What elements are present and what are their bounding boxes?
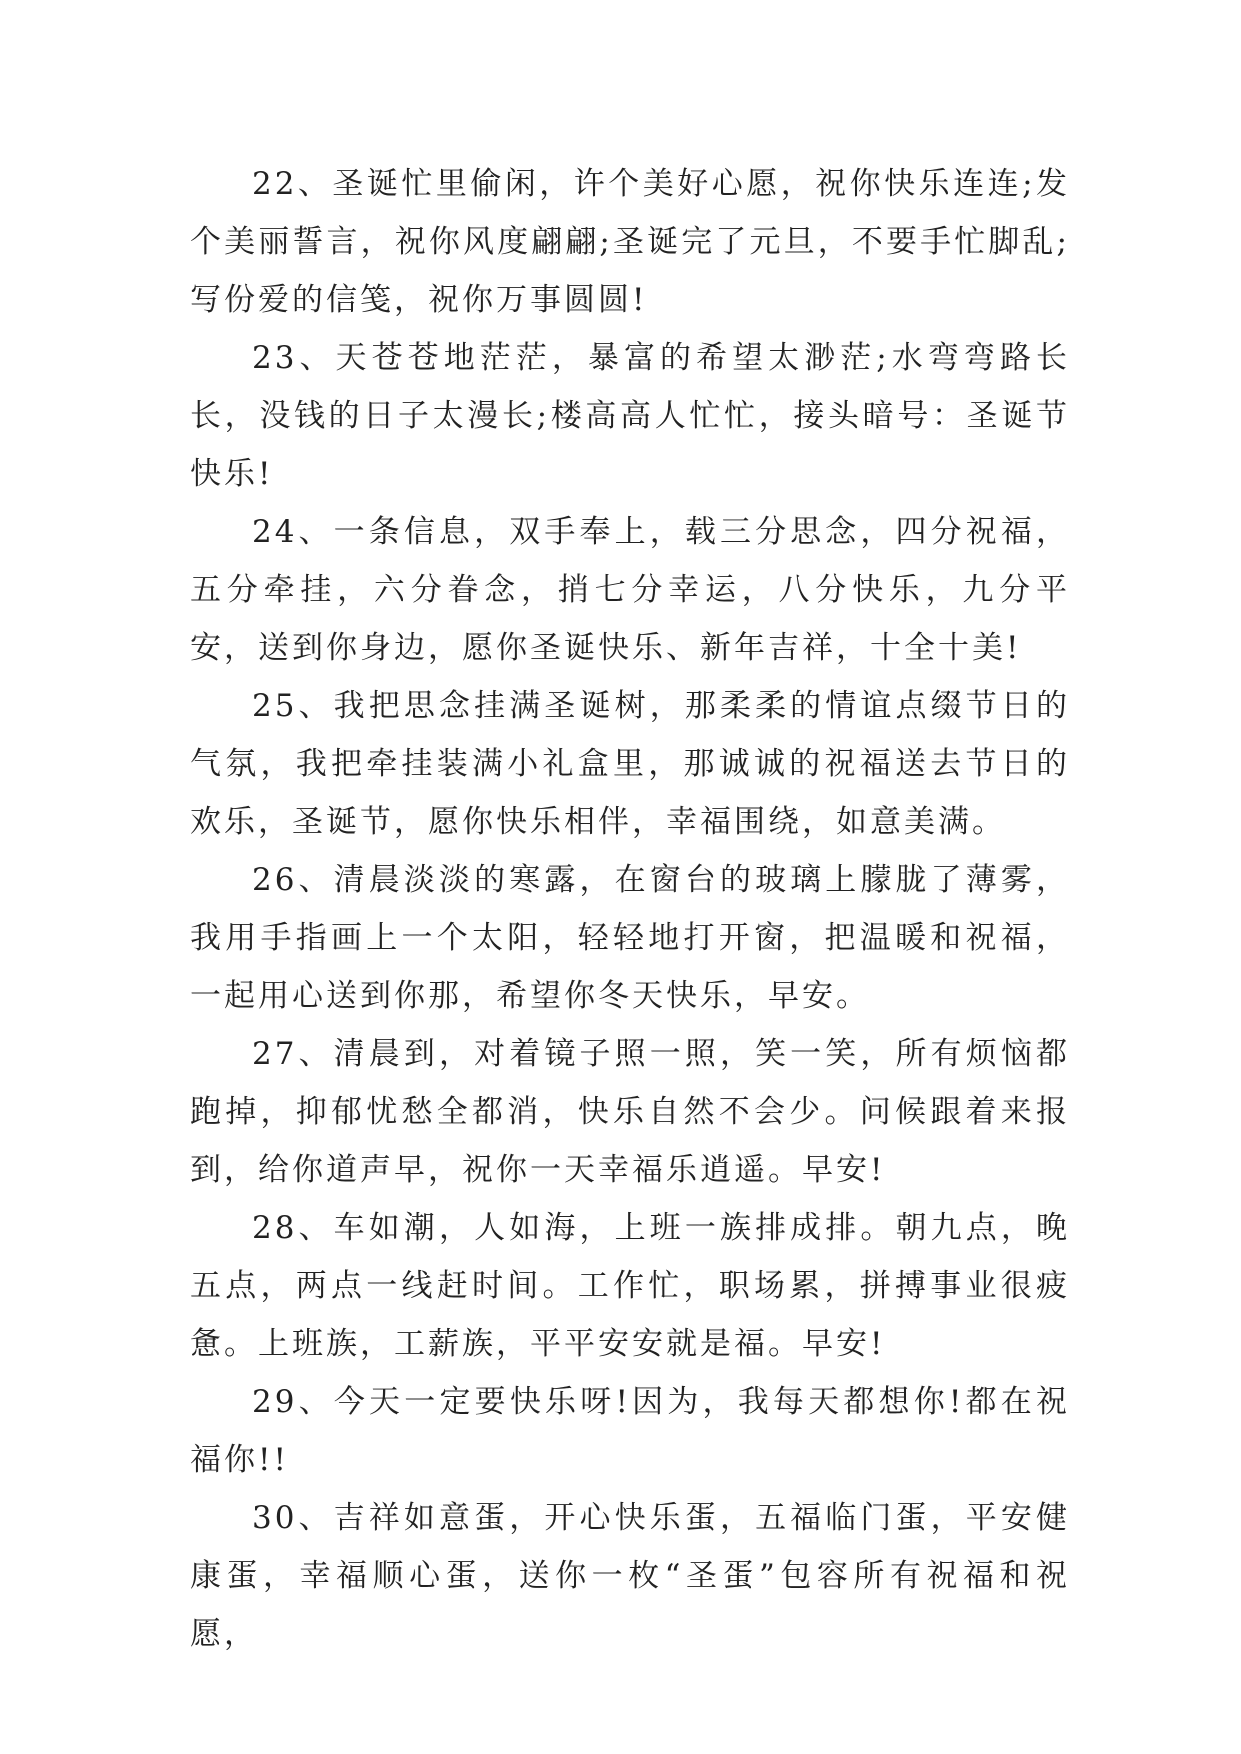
paragraph-30: 30、吉祥如意蛋，开心快乐蛋，五福临门蛋，平安健康蛋，幸福顺心蛋，送你一枚“圣蛋”包容所有祝福和祝愿，	[190, 1500, 1070, 1652]
document-body	[190, 155, 1070, 1663]
paragraph-23: 23、天苍苍地茫茫，暴富的希望太渺茫;水弯弯路长长，没钱的日子太漫长;楼高高人忙忙，接头暗号：圣诞节快乐!	[190, 340, 1070, 492]
paragraph-24: 24、一条信息，双手奉上，载三分思念，四分祝福，五分牵挂，六分眷念，捎七分幸运，八分快乐，九分平安，送到你身边，愿你圣诞快乐、新年吉祥，十全十美!	[190, 514, 1070, 666]
paragraph-27: 27、清晨到，对着镜子照一照，笑一笑，所有烦恼都跑掉，抑郁忧愁全都消，快乐自然不会少。问候跟着来报到，给你道声早，祝你一天幸福乐逍遥。早安!	[190, 1036, 1070, 1188]
paragraph-22: 22、圣诞忙里偷闲，许个美好心愿，祝你快乐连连;发个美丽誓言，祝你风度翩翩;圣诞完了元旦，不要手忙脚乱;写份爱的信笺，祝你万事圆圆!	[190, 166, 1070, 318]
paragraph-29: 29、今天一定要快乐呀!因为，我每天都想你!都在祝福你!!	[190, 1384, 1070, 1478]
paragraph-28: 28、车如潮，人如海，上班一族排成排。朝九点，晚五点，两点一线赶时间。工作忙，职场累，拼搏事业很疲惫。上班族，工薪族，平平安安就是福。早安!	[190, 1210, 1070, 1362]
paragraph-25: 25、我把思念挂满圣诞树，那柔柔的情谊点缀节日的气氛，我把牵挂装满小礼盒里，那诚诚的祝福送去节日的欢乐，圣诞节，愿你快乐相伴，幸福围绕，如意美满。	[190, 688, 1070, 840]
paragraph-26: 26、清晨淡淡的寒露，在窗台的玻璃上朦胧了薄雾，我用手指画上一个太阳，轻轻地打开窗，把温暖和祝福，一起用心送到你那，希望你冬天快乐，早安。	[190, 862, 1070, 1014]
